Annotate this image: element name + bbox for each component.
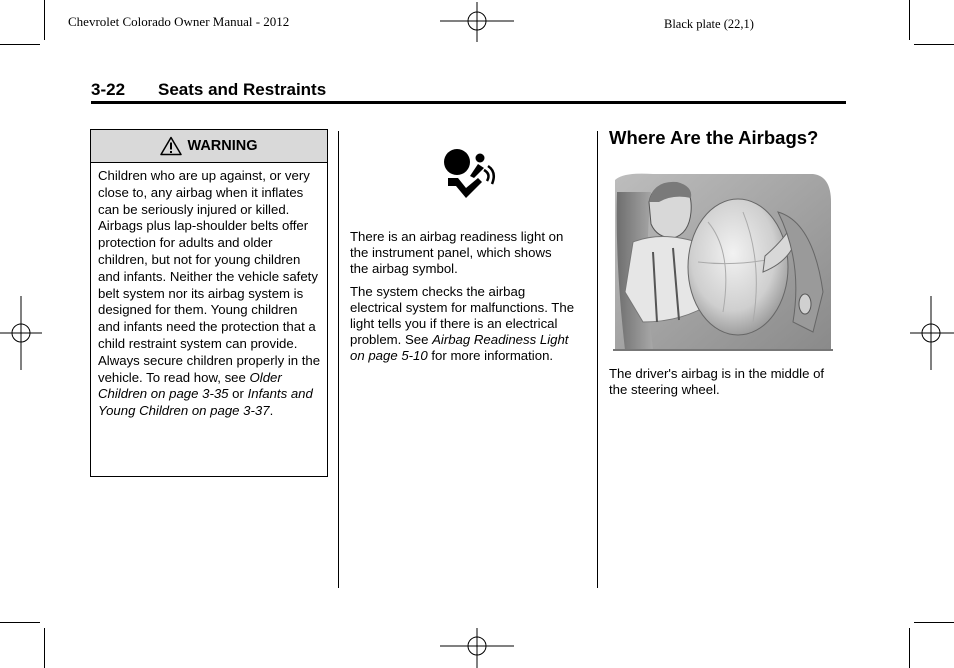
system-check-paragraph xyxy=(350,284,575,364)
plate-label: Black plate (22,1) xyxy=(664,17,754,31)
crop-mark xyxy=(44,628,45,668)
column-divider xyxy=(597,131,598,588)
driver-airbag-illustration xyxy=(613,172,833,352)
section-header xyxy=(91,80,326,100)
warning-join-text: or xyxy=(228,386,248,402)
crop-mark xyxy=(909,0,910,40)
link-infants-young-children[interactable]: Infants and Young Children on page 3-37 xyxy=(98,386,313,419)
system-check-end-text: for more information. xyxy=(427,348,554,363)
registration-mark-right xyxy=(910,296,954,370)
crop-mark xyxy=(0,622,40,623)
airbags-heading: Where Are the Airbags? xyxy=(609,127,819,148)
manual-title: Chevrolet Colorado Owner Manual - 2012 xyxy=(68,14,290,29)
registration-mark-bottom xyxy=(440,626,514,668)
warning-text xyxy=(91,163,327,420)
link-airbag-readiness-light[interactable]: Airbag Readiness Light on page 5-10 xyxy=(350,332,569,363)
registration-mark-top xyxy=(440,2,514,42)
crop-mark xyxy=(909,628,910,668)
section-title: Seats and Restraints xyxy=(158,80,327,99)
warning-box xyxy=(90,129,328,477)
warning-label: WARNING xyxy=(187,138,258,154)
airbag-caption: The driver's airbag is in the middle of the steering wheel. xyxy=(609,366,825,397)
crop-mark xyxy=(914,44,954,45)
system-check-text: The system checks the airbag electrical system for malfunctions. The light tells you if there is an electrical problem. See xyxy=(350,284,575,347)
column-divider xyxy=(338,131,339,588)
crop-mark xyxy=(0,44,40,45)
warning-triangle-icon xyxy=(160,136,182,156)
page-number: 3-22 xyxy=(91,80,126,99)
warning-header xyxy=(91,130,327,163)
warning-end-text: . xyxy=(269,403,274,419)
header-rule xyxy=(91,101,846,104)
crop-mark xyxy=(914,622,954,623)
crop-mark xyxy=(44,0,45,40)
airbag-readiness-icon xyxy=(444,148,496,200)
readiness-paragraph: There is an airbag readiness light on the instrument panel, which shows the airbag symbol. xyxy=(350,229,564,276)
registration-mark-left xyxy=(0,296,42,370)
link-older-children[interactable]: Older Children on page 3-35 xyxy=(98,369,282,402)
warning-body-text: Children who are up against, or very close to, any airbag when it inflates can be seriously injured or killed. Airbags plus lap-shoulder belts offer protection for adults and older children, but not for young children and infants. Neither the vehicle safety belt system nor its airbag system is designed for them. Young children and infants need the protection that a child restraint system can provide. Always secure children properly in the vehicle. To read how, see xyxy=(98,168,321,385)
